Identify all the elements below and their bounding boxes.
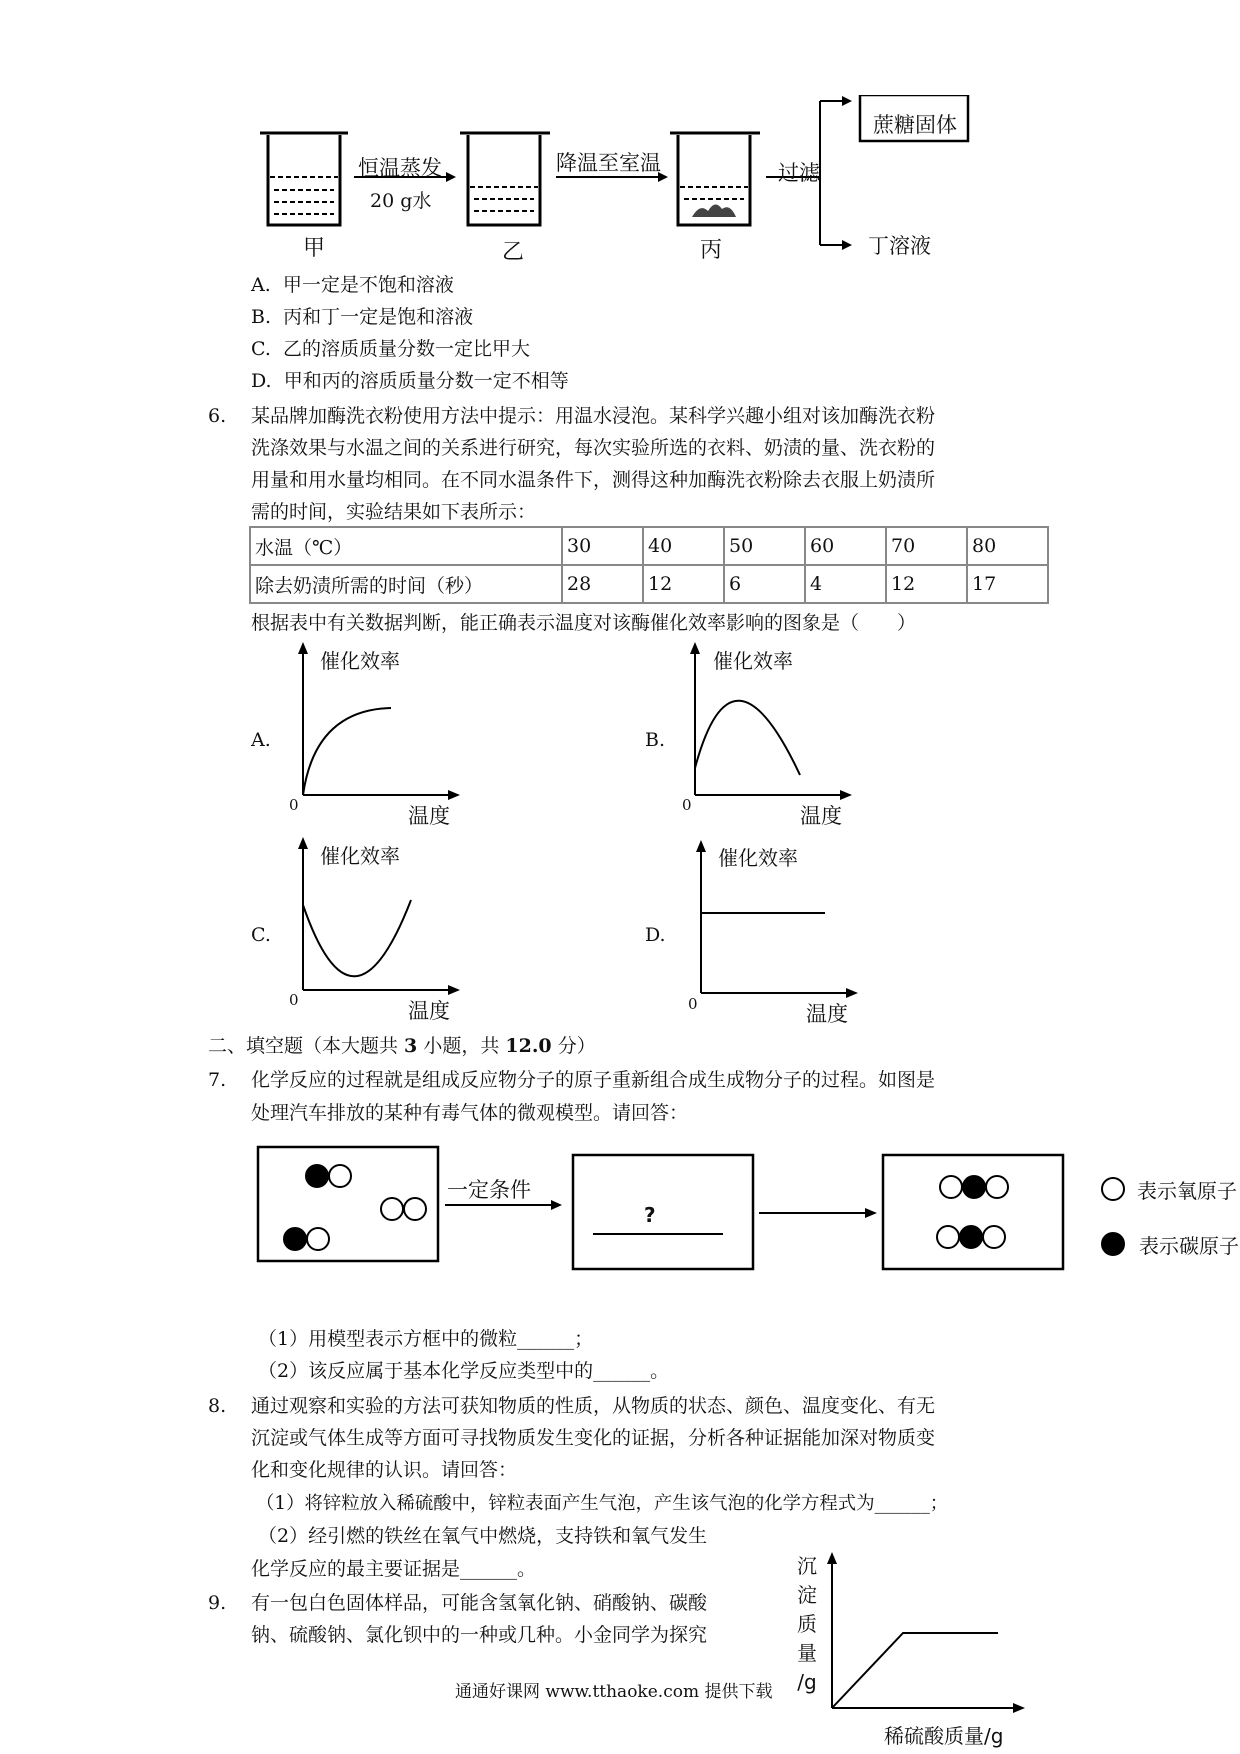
q7-sub1: （1）用模型表示方框中的微粒______；	[258, 1328, 594, 1350]
q7-legend-oxygen: 表示氧原子	[1137, 1179, 1237, 1203]
q6-graph-b-letter: B.	[645, 729, 666, 751]
q6-graph-a-letter: A.	[251, 729, 271, 751]
q9-graph-ylabel: 沉 淀 质 量 /g	[797, 1554, 817, 1694]
q6-text-line: 某品牌加酶洗衣粉使用方法中提示：用温水浸泡。某科学兴趣小组对该加酶洗衣粉	[251, 405, 936, 427]
q5-option-b: B. 丙和丁一定是饱和溶液	[251, 306, 474, 328]
q6-graph-b-origin: 0	[682, 796, 692, 814]
table-cell: 12	[886, 565, 967, 603]
q8-sub1: （1）将锌粒放入稀硫酸中，锌粒表面产生气泡，产生该气泡的化学方程式为______；	[256, 1493, 949, 1514]
q5-option-a: A. 甲一定是不饱和溶液	[251, 274, 454, 296]
table-row-header: 水温（℃）	[250, 527, 562, 565]
q9-precipitate-graph	[820, 1548, 1030, 1718]
beaker-yi	[460, 133, 550, 225]
beaker-label-bing: 丙	[700, 238, 723, 263]
q6-graph-c-xlabel: 温度	[408, 999, 450, 1023]
q8-text-line: 通过观察和实验的方法可获知物质的性质，从物质的状态、颜色、温度变化、有无	[251, 1395, 936, 1417]
table-cell: 17	[967, 565, 1048, 603]
beaker-bing	[670, 133, 760, 225]
q9-graph-xlabel: 稀硫酸质量/g	[884, 1724, 1004, 1748]
table-row	[250, 565, 1048, 603]
q9-text-line: 有一包白色固体样品，可能含氢氧化钠、硝酸钠、碳酸	[251, 1592, 708, 1614]
q6-graph-d-ylabel: 催化效率	[718, 846, 798, 870]
table-cell: 28	[562, 565, 643, 603]
branch-bottom-label: 丁溶液	[868, 234, 931, 258]
q7-condition-label: 一定条件	[447, 1178, 531, 1202]
q6-graph-a-xlabel: 温度	[408, 804, 450, 828]
branch-top-label: 蔗糖固体	[873, 113, 957, 137]
q5-option-d: D. 甲和丙的溶质质量分数一定不相等	[251, 370, 569, 392]
q5-option-c: C. 乙的溶质质量分数一定比甲大	[251, 338, 531, 360]
q6-number: 6.	[208, 405, 227, 427]
q7-text-line: 处理汽车排放的某种有毒气体的微观模型。请回答：	[251, 1102, 689, 1124]
q7-legend-carbon: 表示碳原子	[1139, 1234, 1239, 1258]
q7-sub2: （2）该反应属于基本化学反应类型中的______。	[258, 1360, 670, 1382]
q8-sub2a: （2）经引燃的铁丝在氧气中燃烧，支持铁和氧气发生	[258, 1525, 708, 1547]
table-cell: 60	[805, 527, 886, 565]
q6-graph-d-origin: 0	[688, 995, 698, 1013]
q7-unknown-mark: ?	[644, 1203, 656, 1227]
table-cell: 80	[967, 527, 1048, 565]
section-2-heading: 二、填空题（本大题共 3 小题，共 12.0 分）	[208, 1035, 596, 1057]
table-cell: 30	[562, 527, 643, 565]
q9-text-line: 钠、硫酸钠、氯化钡中的一种或几种。小金同学为探究	[251, 1624, 708, 1646]
q9-number: 9.	[208, 1592, 227, 1614]
q6-graph-c-ylabel: 催化效率	[320, 844, 400, 868]
table-cell: 40	[643, 527, 724, 565]
q8-sub2b: 化学反应的最主要证据是______。	[251, 1558, 537, 1580]
table-row	[250, 527, 1048, 565]
q6-graph-c-origin: 0	[289, 991, 299, 1009]
q8-number: 8.	[208, 1395, 227, 1417]
table-cell: 50	[724, 527, 805, 565]
table-cell: 6	[724, 565, 805, 603]
beaker-label-jia: 甲	[303, 236, 326, 261]
q6-graph-a-ylabel: 催化效率	[320, 649, 400, 673]
q7-molecule-diagram	[255, 1143, 1240, 1273]
table-row-header: 除去奶渍所需的时间（秒）	[250, 565, 562, 603]
q8-text-line: 沉淀或气体生成等方面可寻找物质发生变化的证据，分析各种证据能加深对物质变	[251, 1427, 936, 1449]
q6-text-line: 需的时间，实验结果如下表所示：	[251, 501, 537, 523]
table-cell: 4	[805, 565, 886, 603]
beaker-jia	[260, 133, 348, 225]
arrow1-bottom-label: 20 g水	[370, 190, 432, 212]
table-cell: 12	[643, 565, 724, 603]
arrow2-top-label: 降温至室温	[556, 151, 661, 175]
arrow1-top-label: 恒温蒸发	[358, 156, 442, 180]
q6-graph-b-ylabel: 催化效率	[713, 649, 793, 673]
q6-graph-b-xlabel: 温度	[800, 804, 842, 828]
q6-graph-c-letter: C.	[251, 924, 271, 946]
q6-question: 根据表中有关数据判断，能正确表示温度对该酶催化效率影响的图象是（ ）	[251, 612, 917, 634]
q6-text-line: 用量和用水量均相同。在不同水温条件下，测得这种加酶洗衣粉除去衣服上奶渍所	[251, 469, 936, 491]
q6-graph-d-xlabel: 温度	[806, 1002, 848, 1026]
beaker-label-yi: 乙	[502, 240, 525, 265]
q7-text-line: 化学反应的过程就是组成反应物分子的原子重新组合成生成物分子的过程。如图是	[251, 1069, 936, 1091]
q7-number: 7.	[208, 1069, 227, 1091]
q6-data-table	[249, 526, 1049, 604]
q6-text-line: 洗涤效果与水温之间的关系进行研究，每次实验所选的衣料、奶渍的量、洗衣粉的	[251, 437, 936, 459]
table-cell: 70	[886, 527, 967, 565]
q6-graph-d-letter: D.	[645, 924, 666, 946]
q6-graph-a-origin: 0	[289, 796, 299, 814]
page-footer: 通通好课网 www.tthaoke.com 提供下载	[455, 1682, 773, 1702]
arrow3-label: 过滤	[778, 161, 820, 185]
q8-text-line: 化和变化规律的认识。请回答：	[251, 1459, 518, 1481]
